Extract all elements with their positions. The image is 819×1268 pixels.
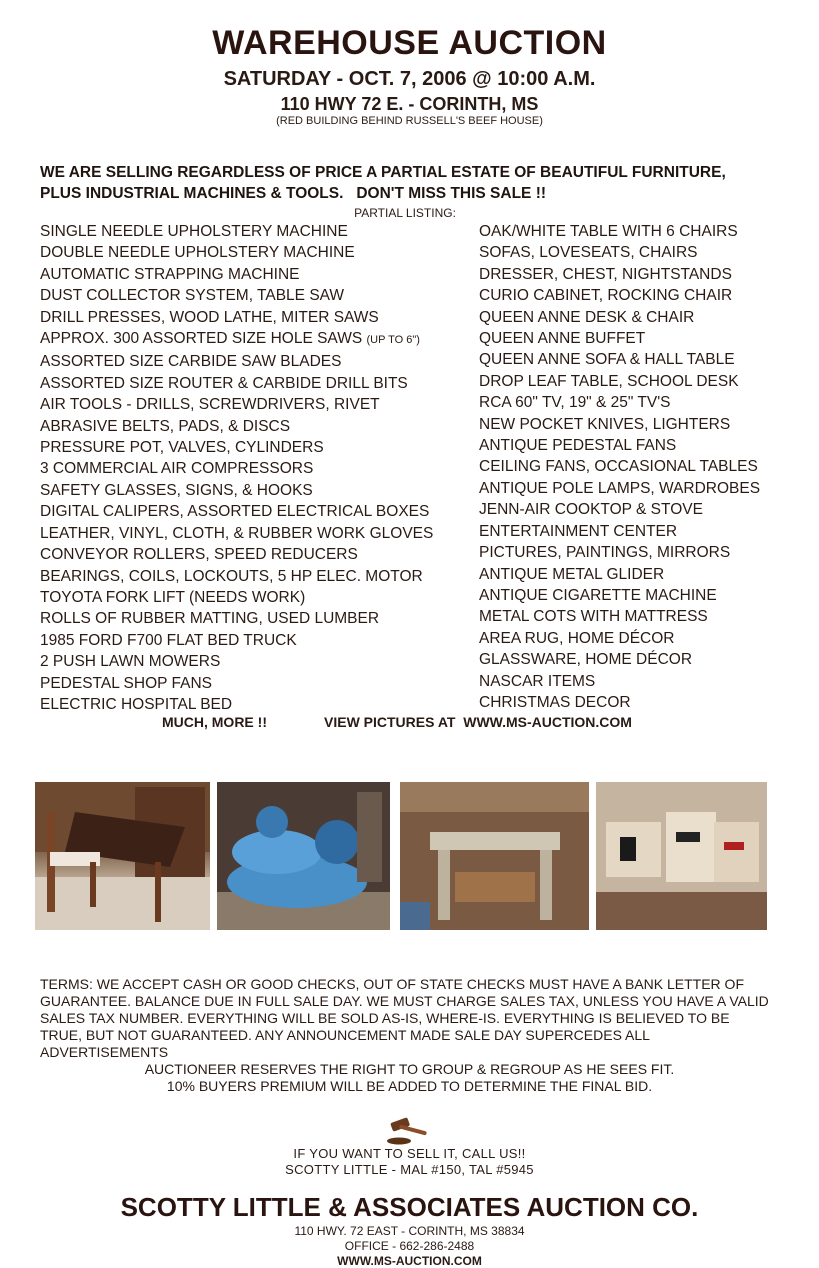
listing-item: PEDESTAL SHOP FANS bbox=[40, 674, 212, 692]
sell-it-text: IF YOU WANT TO SELL IT, CALL US!! bbox=[293, 1146, 526, 1161]
terms-paragraph: TERMS: WE ACCEPT CASH OR GOOD CHECKS, OUT OF STATE CHECKS MUST HAVE A BANK LETTER OF GUARANTEE. BALANCE DUE IN FULL SALE DAY. WE MUST CHARGE SALES TAX, UNLESS YOU HAVE A VALID SALES TAX NUMBER. EVERYTHING WILL BE SOLD AS-IS, WHERE-IS. EVERYTHING IS BELIEVED TO BE TRUE, BUT NOT GUARANTEED. ANY ANNOUNCEMENT MADE SALE DAY SUPERCEDES ALL ADVERTISEMENTS bbox=[40, 976, 769, 1060]
license-text: SCOTTY LITTLE - MAL #150, TAL #5945 bbox=[285, 1162, 534, 1177]
gavel-icon bbox=[385, 1116, 431, 1146]
listing-item: DOUBLE NEEDLE UPHOLSTERY MACHINE bbox=[40, 244, 355, 262]
listing-item: GLASSWARE, HOME DÉCOR bbox=[479, 651, 693, 669]
terms-premium: 10% BUYERS PREMIUM WILL BE ADDED TO DETERMINE THE FINAL BID. bbox=[166, 1078, 653, 1094]
listing-item: CONVEYOR ROLLERS, SPEED REDUCERS bbox=[40, 546, 358, 564]
listing-item: CURIO CABINET, ROCKING CHAIR bbox=[479, 287, 733, 305]
listing-item: METAL COTS WITH MATTRESS bbox=[479, 608, 708, 626]
listing-item: SAFETY GLASSES, SIGNS, & HOOKS bbox=[40, 481, 313, 499]
listing-item: AUTOMATIC STRAPPING MACHINE bbox=[40, 265, 300, 283]
listing-item: AIR TOOLS - DRILLS, SCREWDRIVERS, RIVET bbox=[40, 396, 380, 414]
listing-right-column bbox=[479, 221, 760, 713]
hole-saw-note: (UP TO 6") bbox=[366, 334, 420, 347]
intro-text bbox=[40, 162, 800, 204]
listing-item: PICTURES, PAINTINGS, MIRRORS bbox=[479, 544, 731, 562]
listing-item: DUST COLLECTOR SYSTEM, TABLE SAW bbox=[40, 287, 345, 305]
listing-item: PRESSURE POT, VALVES, CYLINDERS bbox=[40, 439, 324, 457]
listing-item: AREA RUG, HOME DÉCOR bbox=[479, 629, 675, 647]
auction-address: 110 HWY 72 E. - CORINTH, MS bbox=[280, 94, 539, 114]
photo-workshop-tables bbox=[400, 782, 589, 930]
listing-item: ASSORTED SIZE CARBIDE SAW BLADES bbox=[40, 353, 342, 371]
listing-item: QUEEN ANNE BUFFET bbox=[479, 330, 646, 348]
listing-item: ABRASIVE BELTS, PADS, & DISCS bbox=[40, 417, 291, 435]
listing-item: 3 COMMERCIAL AIR COMPRESSORS bbox=[40, 460, 314, 478]
listing-item: ROLLS OF RUBBER MATTING, USED LUMBER bbox=[40, 610, 380, 628]
listing-item: RCA 60" TV, 19" & 25" TV'S bbox=[479, 394, 671, 412]
listing-item: DROP LEAF TABLE, SCHOOL DESK bbox=[479, 372, 739, 390]
listing-item: ANTIQUE PEDESTAL FANS bbox=[479, 437, 677, 455]
listing-item-text: APPROX. 300 ASSORTED SIZE HOLE SAWS bbox=[40, 330, 363, 348]
listing-item: OAK/WHITE TABLE WITH 6 CHAIRS bbox=[479, 223, 738, 240]
company-name: SCOTTY LITTLE & ASSOCIATES AUCTION CO. bbox=[120, 1192, 699, 1222]
listing-item: ANTIQUE POLE LAMPS, WARDROBES bbox=[479, 479, 761, 497]
listing-item: SOFAS, LOVESEATS, CHAIRS bbox=[479, 244, 698, 262]
listing-item bbox=[40, 328, 433, 351]
photo-pocket-knives bbox=[596, 782, 767, 930]
photo-furniture bbox=[35, 782, 210, 930]
listing-item: CHRISTMAS DECOR bbox=[479, 693, 631, 711]
listing-item: NEW POCKET KNIVES, LIGHTERS bbox=[479, 415, 731, 433]
terms-regroup: AUCTIONEER RESERVES THE RIGHT TO GROUP & REGROUP AS HE SEES FIT. bbox=[144, 1061, 675, 1077]
listing-item: LEATHER, VINYL, CLOTH, & RUBBER WORK GLOVES bbox=[40, 524, 434, 542]
listing-item: 1985 FORD F700 FLAT BED TRUCK bbox=[40, 631, 297, 649]
listing-item: NASCAR ITEMS bbox=[479, 672, 596, 690]
auction-title: WAREHOUSE AUCTION bbox=[212, 24, 607, 62]
much-more-text: MUCH, MORE !! bbox=[162, 714, 267, 730]
view-pictures-text: VIEW PICTURES AT WWW.MS-AUCTION.COM bbox=[324, 714, 632, 730]
listing-left-column bbox=[40, 221, 433, 715]
listing-item: ELECTRIC HOSPITAL BED bbox=[40, 695, 233, 713]
auction-date: SATURDAY - OCT. 7, 2006 @ 10:00 A.M. bbox=[223, 68, 596, 90]
listing-item: 2 PUSH LAWN MOWERS bbox=[40, 653, 221, 671]
listing-item: SINGLE NEEDLE UPHOLSTERY MACHINE bbox=[40, 223, 348, 240]
listing-item: TOYOTA FORK LIFT (NEEDS WORK) bbox=[40, 588, 306, 606]
company-address: 110 HWY. 72 EAST - CORINTH, MS 38834 bbox=[294, 1224, 525, 1238]
listing-item: DRILL PRESSES, WOOD LATHE, MITER SAWS bbox=[40, 308, 379, 326]
office-phone: OFFICE - 662-286-2488 bbox=[344, 1239, 475, 1253]
listing-item: DRESSER, CHEST, NIGHTSTANDS bbox=[479, 265, 732, 283]
intro-line-2: PLUS INDUSTRIAL MACHINES & TOOLS. DON'T MISS THIS SALE !! bbox=[40, 185, 547, 202]
listing-item: DIGITAL CALIPERS, ASSORTED ELECTRICAL BOXES bbox=[40, 503, 430, 521]
listing-item: ANTIQUE METAL GLIDER bbox=[479, 565, 665, 583]
photo-air-compressors bbox=[217, 782, 390, 930]
listing-item: ASSORTED SIZE ROUTER & CARBIDE DRILL BITS bbox=[40, 374, 408, 392]
listing-item: ANTIQUE CIGARETTE MACHINE bbox=[479, 586, 717, 604]
listing-item: QUEEN ANNE SOFA & HALL TABLE bbox=[479, 351, 735, 369]
listing-item: BEARINGS, COILS, LOCKOUTS, 5 HP ELEC. MOTOR bbox=[40, 567, 423, 585]
location-note: (RED BUILDING BEHIND RUSSELL'S BEEF HOUSE) bbox=[276, 115, 543, 127]
listing-item: JENN-AIR COOKTOP & STOVE bbox=[479, 501, 703, 519]
listing-item: ENTERTAINMENT CENTER bbox=[479, 522, 678, 540]
intro-line-1: WE ARE SELLING REGARDLESS OF PRICE A PARTIAL ESTATE OF BEAUTIFUL FURNITURE, bbox=[40, 164, 726, 181]
listing-item: QUEEN ANNE DESK & CHAIR bbox=[479, 308, 695, 326]
partial-listing-label: PARTIAL LISTING: bbox=[354, 206, 456, 220]
listing-item: CEILING FANS, OCCASIONAL TABLES bbox=[479, 458, 758, 476]
website-link[interactable]: WWW.MS-AUCTION.COM bbox=[337, 1254, 482, 1268]
